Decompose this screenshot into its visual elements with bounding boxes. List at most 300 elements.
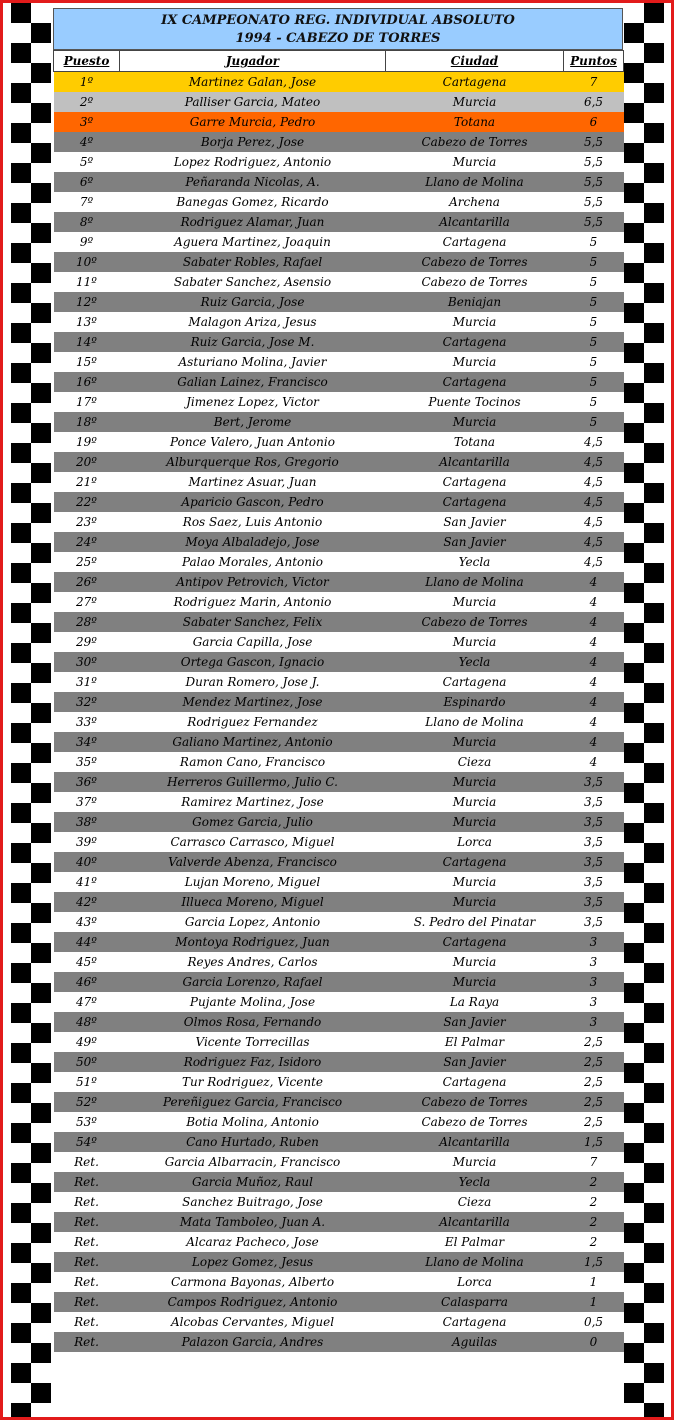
player-cell: Campos Rodriguez, Antonio (120, 1292, 386, 1312)
position-cell: 32º (54, 692, 120, 712)
header-jugador: Jugador (120, 51, 386, 72)
position-cell: Ret. (54, 1172, 120, 1192)
points-cell: 1,5 (564, 1252, 624, 1272)
title-line-2: 1994 - CABEZO DE TORRES (235, 31, 441, 46)
city-cell: Totana (386, 112, 564, 132)
position-cell: 38º (54, 812, 120, 832)
table-row (54, 712, 624, 732)
table-row (54, 292, 624, 312)
points-cell: 3 (564, 952, 624, 972)
points-cell: 3,5 (564, 812, 624, 832)
position-cell: 7º (54, 192, 120, 212)
player-cell: Ruiz Garcia, Jose M. (120, 332, 386, 352)
city-cell: Cartagena (386, 72, 564, 93)
header-ciudad: Ciudad (386, 51, 564, 72)
player-cell: Ruiz Garcia, Jose (120, 292, 386, 312)
table-row (54, 972, 624, 992)
position-cell: 31º (54, 672, 120, 692)
table-row (54, 992, 624, 1012)
position-cell: 5º (54, 152, 120, 172)
position-cell: 29º (54, 632, 120, 652)
points-cell: 4 (564, 612, 624, 632)
points-cell: 3,5 (564, 892, 624, 912)
table-row (54, 352, 624, 372)
table-row (54, 1032, 624, 1052)
points-cell: 4,5 (564, 552, 624, 572)
position-cell: Ret. (54, 1312, 120, 1332)
table-row (54, 272, 624, 292)
player-cell: Palao Morales, Antonio (120, 552, 386, 572)
city-cell: Murcia (386, 772, 564, 792)
table-row (54, 1192, 624, 1212)
player-cell: Rodriguez Alamar, Juan (120, 212, 386, 232)
position-cell: 12º (54, 292, 120, 312)
table-row (54, 892, 624, 912)
player-cell: Cano Hurtado, Ruben (120, 1132, 386, 1152)
table-row (54, 572, 624, 592)
city-cell: Llano de Molina (386, 1252, 564, 1272)
city-cell: Cabezo de Torres (386, 272, 564, 292)
position-cell: 50º (54, 1052, 120, 1072)
points-cell: 3 (564, 1012, 624, 1032)
city-cell: Cieza (386, 752, 564, 772)
player-cell: Galian Lainez, Francisco (120, 372, 386, 392)
position-cell: Ret. (54, 1272, 120, 1292)
position-cell: 14º (54, 332, 120, 352)
player-cell: Reyes Andres, Carlos (120, 952, 386, 972)
city-cell: San Javier (386, 1052, 564, 1072)
points-cell: 3,5 (564, 792, 624, 812)
table-row (54, 552, 624, 572)
player-cell: Jimenez Lopez, Victor (120, 392, 386, 412)
points-cell: 0,5 (564, 1312, 624, 1332)
city-cell: Lorca (386, 1272, 564, 1292)
city-cell: Cabezo de Torres (386, 1112, 564, 1132)
city-cell: Yecla (386, 1172, 564, 1192)
position-cell: 36º (54, 772, 120, 792)
city-cell: Murcia (386, 972, 564, 992)
city-cell: S. Pedro del Pinatar (386, 912, 564, 932)
player-cell: Herreros Guillermo, Julio C. (120, 772, 386, 792)
player-cell: Olmos Rosa, Fernando (120, 1012, 386, 1032)
points-cell: 4 (564, 752, 624, 772)
points-cell: 5 (564, 332, 624, 352)
position-cell: 46º (54, 972, 120, 992)
table-row (54, 172, 624, 192)
points-cell: 5 (564, 312, 624, 332)
points-cell: 5 (564, 392, 624, 412)
position-cell: 37º (54, 792, 120, 812)
position-cell: 54º (54, 1132, 120, 1152)
position-cell: 11º (54, 272, 120, 292)
table-row (54, 372, 624, 392)
position-cell: 26º (54, 572, 120, 592)
position-cell: 42º (54, 892, 120, 912)
table-row (54, 1152, 624, 1172)
table-row (54, 1272, 624, 1292)
city-cell: Lorca (386, 832, 564, 852)
position-cell: 45º (54, 952, 120, 972)
city-cell: Totana (386, 432, 564, 452)
points-cell: 2 (564, 1212, 624, 1232)
table-row (54, 1172, 624, 1192)
table-row (54, 252, 624, 272)
city-cell: Alcantarilla (386, 1212, 564, 1232)
table-row (54, 392, 624, 412)
city-cell: Cartagena (386, 672, 564, 692)
city-cell: Cartagena (386, 472, 564, 492)
city-cell: Murcia (386, 632, 564, 652)
player-cell: Antipov Petrovich, Victor (120, 572, 386, 592)
player-cell: Bert, Jerome (120, 412, 386, 432)
player-cell: Moya Albaladejo, Jose (120, 532, 386, 552)
table-row (54, 772, 624, 792)
player-cell: Martinez Galan, Jose (120, 72, 386, 93)
table-row (54, 1112, 624, 1132)
position-cell: Ret. (54, 1192, 120, 1212)
position-cell: 27º (54, 592, 120, 612)
city-cell: Murcia (386, 812, 564, 832)
points-cell: 5,5 (564, 192, 624, 212)
player-cell: Borja Perez, Jose (120, 132, 386, 152)
points-cell: 4,5 (564, 532, 624, 552)
points-cell: 5,5 (564, 172, 624, 192)
city-cell: Llano de Molina (386, 572, 564, 592)
checkered-border-left-inner (31, 3, 51, 1417)
position-cell: 47º (54, 992, 120, 1012)
table-row (54, 592, 624, 612)
points-cell: 3,5 (564, 872, 624, 892)
position-cell: 48º (54, 1012, 120, 1032)
city-cell: Cartagena (386, 492, 564, 512)
points-cell: 7 (564, 1152, 624, 1172)
title-line-1: IX CAMPEONATO REG. INDIVIDUAL ABSOLUTO (161, 13, 515, 28)
points-cell: 0 (564, 1332, 624, 1352)
position-cell: Ret. (54, 1212, 120, 1232)
player-cell: Pereñiguez Garcia, Francisco (120, 1092, 386, 1112)
points-cell: 1 (564, 1292, 624, 1312)
player-cell: Sabater Sanchez, Felix (120, 612, 386, 632)
title-banner (53, 8, 623, 50)
player-cell: Gomez Garcia, Julio (120, 812, 386, 832)
position-cell: 53º (54, 1112, 120, 1132)
position-cell: 41º (54, 872, 120, 892)
points-cell: 6 (564, 112, 624, 132)
points-cell: 6,5 (564, 92, 624, 112)
player-cell: Sanchez Buitrago, Jose (120, 1192, 386, 1212)
city-cell: Llano de Molina (386, 172, 564, 192)
player-cell: Aguera Martinez, Joaquin (120, 232, 386, 252)
points-cell: 2,5 (564, 1072, 624, 1092)
city-cell: Murcia (386, 152, 564, 172)
table-row (54, 1212, 624, 1232)
player-cell: Alburquerque Ros, Gregorio (120, 452, 386, 472)
city-cell: Cabezo de Torres (386, 1092, 564, 1112)
points-cell: 3 (564, 972, 624, 992)
player-cell: Asturiano Molina, Javier (120, 352, 386, 372)
city-cell: El Palmar (386, 1232, 564, 1252)
player-cell: Garcia Albarracin, Francisco (120, 1152, 386, 1172)
table-row (54, 512, 624, 532)
position-cell: Ret. (54, 1152, 120, 1172)
position-cell: 35º (54, 752, 120, 772)
city-cell: Espinardo (386, 692, 564, 712)
player-cell: Malagon Ariza, Jesus (120, 312, 386, 332)
city-cell: Cartagena (386, 932, 564, 952)
table-row (54, 432, 624, 452)
player-cell: Carmona Bayonas, Alberto (120, 1272, 386, 1292)
points-cell: 4 (564, 572, 624, 592)
table-row (54, 192, 624, 212)
position-cell: 34º (54, 732, 120, 752)
table-row (54, 752, 624, 772)
player-cell: Vicente Torrecillas (120, 1032, 386, 1052)
city-cell: Murcia (386, 792, 564, 812)
points-cell: 4,5 (564, 472, 624, 492)
city-cell: Murcia (386, 592, 564, 612)
position-cell: 24º (54, 532, 120, 552)
position-cell: 52º (54, 1092, 120, 1112)
position-cell: 3º (54, 112, 120, 132)
position-cell: 1º (54, 72, 120, 93)
points-cell: 3,5 (564, 772, 624, 792)
player-cell: Martinez Asuar, Juan (120, 472, 386, 492)
table-row (54, 612, 624, 632)
player-cell: Carrasco Carrasco, Miguel (120, 832, 386, 852)
city-cell: Murcia (386, 892, 564, 912)
player-cell: Ros Saez, Luis Antonio (120, 512, 386, 532)
position-cell: Ret. (54, 1292, 120, 1312)
position-cell: Ret. (54, 1252, 120, 1272)
player-cell: Duran Romero, Jose J. (120, 672, 386, 692)
city-cell: Beniajan (386, 292, 564, 312)
city-cell: Calasparra (386, 1292, 564, 1312)
table-row (54, 692, 624, 712)
points-cell: 3 (564, 932, 624, 952)
position-cell: 17º (54, 392, 120, 412)
points-cell: 7 (564, 72, 624, 93)
city-cell: Cabezo de Torres (386, 252, 564, 272)
points-cell: 2 (564, 1192, 624, 1212)
header-puntos: Puntos (564, 51, 624, 72)
points-cell: 4,5 (564, 492, 624, 512)
points-cell: 5,5 (564, 212, 624, 232)
position-cell: 51º (54, 1072, 120, 1092)
city-cell: Murcia (386, 1152, 564, 1172)
city-cell: Murcia (386, 352, 564, 372)
player-cell: Illueca Moreno, Miguel (120, 892, 386, 912)
table-row (54, 1072, 624, 1092)
table-row (54, 532, 624, 552)
table-row (54, 1132, 624, 1152)
standings-body (54, 72, 624, 1353)
player-cell: Lopez Gomez, Jesus (120, 1252, 386, 1272)
table-row (54, 1012, 624, 1032)
position-cell: Ret. (54, 1232, 120, 1252)
position-cell: 15º (54, 352, 120, 372)
table-row (54, 952, 624, 972)
player-cell: Ramon Cano, Francisco (120, 752, 386, 772)
city-cell: El Palmar (386, 1032, 564, 1052)
city-cell: Alcantarilla (386, 1132, 564, 1152)
player-cell: Rodriguez Marin, Antonio (120, 592, 386, 612)
city-cell: Aguilas (386, 1332, 564, 1352)
city-cell: Yecla (386, 552, 564, 572)
points-cell: 1,5 (564, 1132, 624, 1152)
table-row (54, 1232, 624, 1252)
player-cell: Aparicio Gascon, Pedro (120, 492, 386, 512)
table-row (54, 1252, 624, 1272)
table-row (54, 132, 624, 152)
player-cell: Garcia Muñoz, Raul (120, 1172, 386, 1192)
points-cell: 4,5 (564, 512, 624, 532)
player-cell: Banegas Gomez, Ricardo (120, 192, 386, 212)
points-cell: 5 (564, 372, 624, 392)
position-cell: 39º (54, 832, 120, 852)
points-cell: 3 (564, 992, 624, 1012)
results-sheet (53, 8, 623, 1352)
player-cell: Sabater Robles, Rafael (120, 252, 386, 272)
player-cell: Mendez Martinez, Jose (120, 692, 386, 712)
points-cell: 2 (564, 1232, 624, 1252)
position-cell: 49º (54, 1032, 120, 1052)
player-cell: Garcia Lorenzo, Rafael (120, 972, 386, 992)
points-cell: 4 (564, 732, 624, 752)
position-cell: 13º (54, 312, 120, 332)
points-cell: 3,5 (564, 852, 624, 872)
position-cell: 10º (54, 252, 120, 272)
player-cell: Rodriguez Fernandez (120, 712, 386, 732)
city-cell: Llano de Molina (386, 712, 564, 732)
table-row (54, 492, 624, 512)
points-cell: 2,5 (564, 1052, 624, 1072)
player-cell: Lopez Rodriguez, Antonio (120, 152, 386, 172)
points-cell: 5 (564, 232, 624, 252)
points-cell: 4,5 (564, 452, 624, 472)
city-cell: Yecla (386, 652, 564, 672)
player-cell: Rodriguez Faz, Isidoro (120, 1052, 386, 1072)
player-cell: Ortega Gascon, Ignacio (120, 652, 386, 672)
table-row (54, 1092, 624, 1112)
table-row (54, 452, 624, 472)
points-cell: 4,5 (564, 432, 624, 452)
city-cell: Murcia (386, 92, 564, 112)
standings-table (53, 50, 624, 1352)
city-cell: Cabezo de Torres (386, 132, 564, 152)
points-cell: 2,5 (564, 1032, 624, 1052)
table-row (54, 92, 624, 112)
points-cell: 5 (564, 412, 624, 432)
player-cell: Alcobas Cervantes, Miguel (120, 1312, 386, 1332)
points-cell: 4 (564, 672, 624, 692)
points-cell: 2 (564, 1172, 624, 1192)
city-cell: San Javier (386, 1012, 564, 1032)
player-cell: Botia Molina, Antonio (120, 1112, 386, 1132)
checkered-border-right-outer (644, 3, 664, 1417)
points-cell: 3,5 (564, 912, 624, 932)
position-cell: Ret. (54, 1332, 120, 1352)
city-cell: Alcantarilla (386, 452, 564, 472)
table-row (54, 1312, 624, 1332)
position-cell: 19º (54, 432, 120, 452)
points-cell: 5 (564, 252, 624, 272)
city-cell: San Javier (386, 512, 564, 532)
position-cell: 30º (54, 652, 120, 672)
position-cell: 28º (54, 612, 120, 632)
table-row (54, 1292, 624, 1312)
city-cell: Cartagena (386, 232, 564, 252)
points-cell: 3,5 (564, 832, 624, 852)
city-cell: Murcia (386, 412, 564, 432)
player-cell: Lujan Moreno, Miguel (120, 872, 386, 892)
player-cell: Palazon Garcia, Andres (120, 1332, 386, 1352)
table-row (54, 792, 624, 812)
position-cell: 8º (54, 212, 120, 232)
table-row (54, 652, 624, 672)
player-cell: Alcaraz Pacheco, Jose (120, 1232, 386, 1252)
position-cell: 16º (54, 372, 120, 392)
city-cell: Murcia (386, 732, 564, 752)
city-cell: Archena (386, 192, 564, 212)
table-row (54, 852, 624, 872)
player-cell: Pujante Molina, Jose (120, 992, 386, 1012)
position-cell: 25º (54, 552, 120, 572)
table-row (54, 412, 624, 432)
points-cell: 5 (564, 292, 624, 312)
points-cell: 4 (564, 592, 624, 612)
city-cell: Murcia (386, 952, 564, 972)
points-cell: 5,5 (564, 132, 624, 152)
table-row (54, 212, 624, 232)
table-row (54, 232, 624, 252)
player-cell: Valverde Abenza, Francisco (120, 852, 386, 872)
points-cell: 2,5 (564, 1112, 624, 1132)
position-cell: 18º (54, 412, 120, 432)
checkered-border-right-inner (624, 3, 644, 1417)
player-cell: Galiano Martinez, Antonio (120, 732, 386, 752)
table-row (54, 1052, 624, 1072)
city-cell: La Raya (386, 992, 564, 1012)
city-cell: San Javier (386, 532, 564, 552)
table-row (54, 872, 624, 892)
table-row (54, 672, 624, 692)
points-cell: 4 (564, 632, 624, 652)
table-row (54, 72, 624, 93)
table-row (54, 312, 624, 332)
position-cell: 40º (54, 852, 120, 872)
table-row (54, 152, 624, 172)
player-cell: Garcia Lopez, Antonio (120, 912, 386, 932)
table-row (54, 732, 624, 752)
table-row (54, 912, 624, 932)
city-cell: Murcia (386, 312, 564, 332)
points-cell: 4 (564, 692, 624, 712)
player-cell: Tur Rodriguez, Vicente (120, 1072, 386, 1092)
table-row (54, 1332, 624, 1352)
table-row (54, 632, 624, 652)
position-cell: 23º (54, 512, 120, 532)
points-cell: 4 (564, 712, 624, 732)
city-cell: Alcantarilla (386, 212, 564, 232)
position-cell: 22º (54, 492, 120, 512)
table-row (54, 932, 624, 952)
player-cell: Palliser Garcia, Mateo (120, 92, 386, 112)
position-cell: 4º (54, 132, 120, 152)
table-row (54, 812, 624, 832)
city-cell: Cartagena (386, 332, 564, 352)
points-cell: 4 (564, 652, 624, 672)
city-cell: Cieza (386, 1192, 564, 1212)
